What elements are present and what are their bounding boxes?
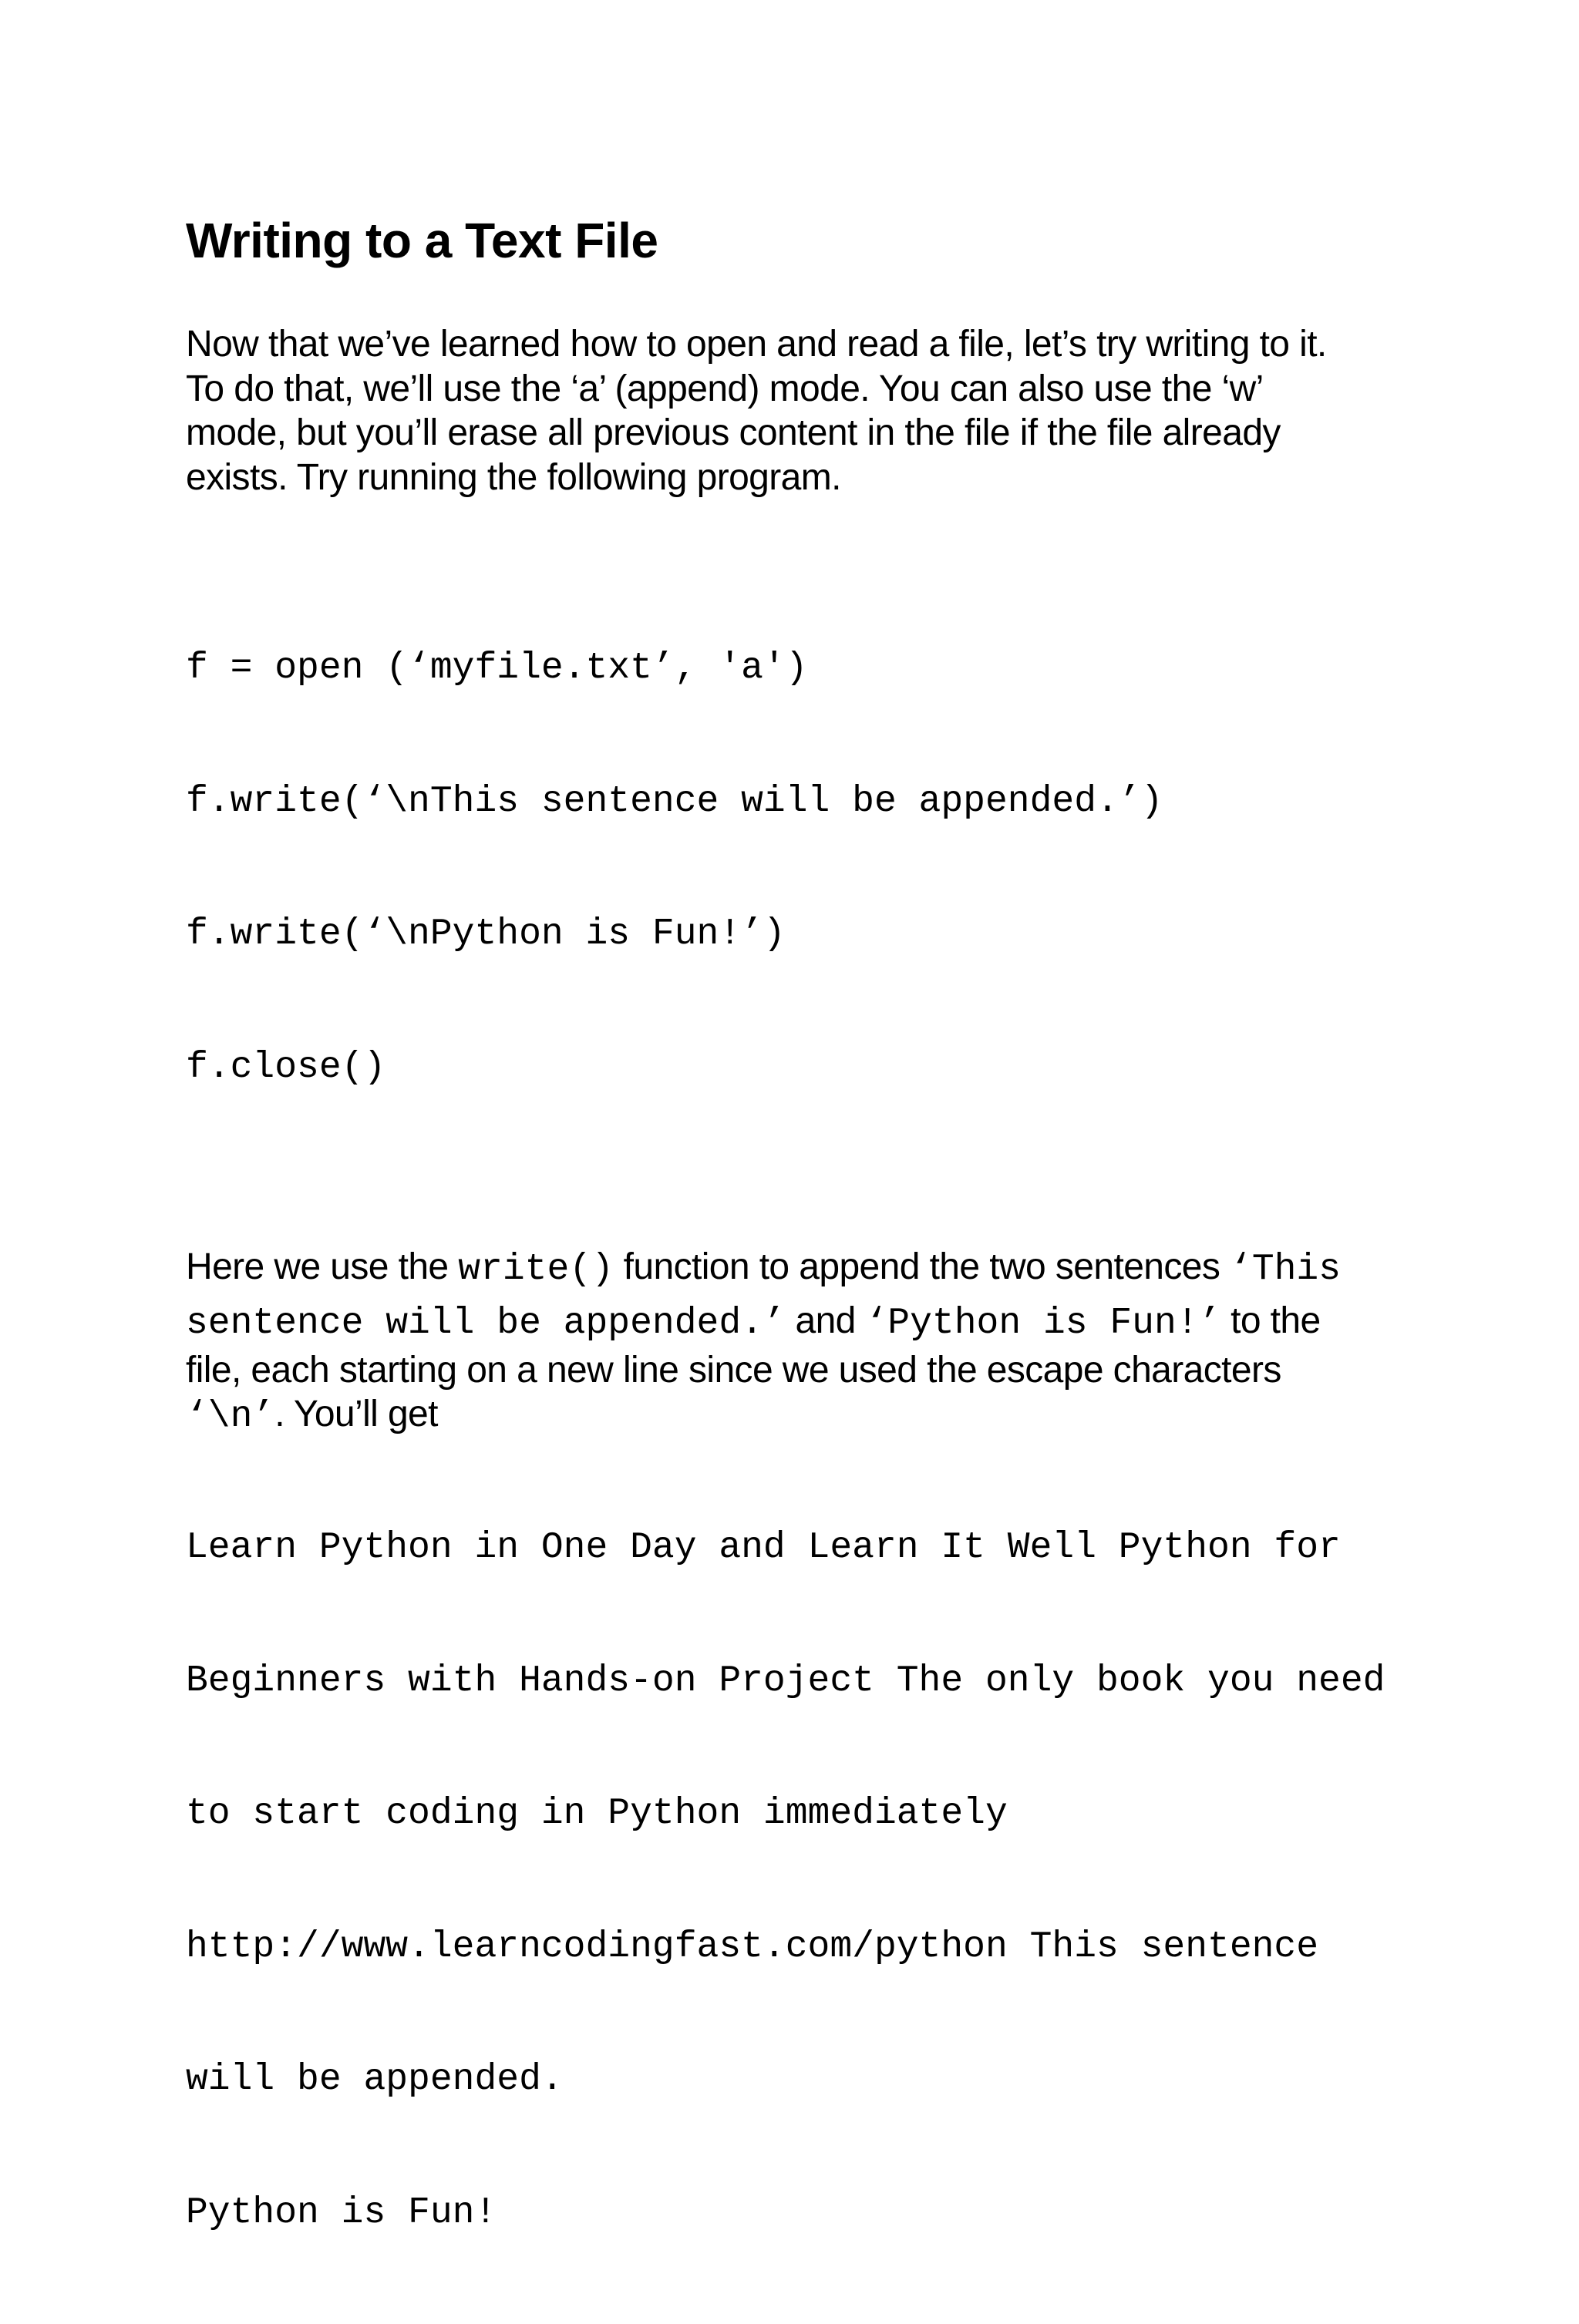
inline-code: write() (458, 1249, 614, 1290)
inline-code: ‘This (1230, 1249, 1342, 1290)
inline-code: ‘\n’ (186, 1396, 275, 1438)
output-line: Learn Python in One Day and Learn It Well Python for (186, 1527, 1341, 1569)
explanation-paragraph (186, 1245, 1419, 1436)
explanation-text: Here we use the (186, 1246, 459, 1287)
inline-code: ‘Python is Fun!’ (865, 1303, 1221, 1344)
code-line: f.write(‘\nThis sentence will be appended.’) (186, 780, 1163, 822)
explanation-text: to the (1220, 1300, 1321, 1341)
explanation-text: function to append the two sentences (613, 1246, 1231, 1287)
output-line: to start coding in Python immediately (186, 1793, 1008, 1835)
intro-line: Now that we’ve learned how to open and read a file, let’s try writing to it. (186, 324, 1327, 365)
explanation-line (186, 1245, 1419, 1299)
code-line: f = open (‘myfile.txt’, 'a') (186, 647, 808, 689)
explanation-line (186, 1299, 1419, 1348)
code-listing (186, 558, 1419, 1179)
intro-line: exists. Try running the following program. (186, 456, 841, 498)
intro-paragraph (186, 322, 1419, 499)
output-line: Python is Fun! (186, 2191, 497, 2234)
output-line: http://www.learncodingfast.com/python This sentence (186, 1925, 1319, 1968)
explanation-line (186, 1392, 1419, 1436)
explanation-text: and (785, 1300, 866, 1341)
code-line: f.write(‘\nPython is Fun!’) (186, 913, 786, 955)
page-content (186, 207, 1419, 2324)
code-line: f.close() (186, 1046, 386, 1088)
intro-line: To do that, we’ll use the ‘a’ (append) mode. You can also use the ‘w’ (186, 368, 1264, 409)
page-title: Writing to a Text File (186, 213, 658, 268)
program-output (186, 1438, 1419, 2324)
explanation-text: . You’ll get (274, 1394, 438, 1434)
output-line: will be appended. (186, 2059, 564, 2100)
inline-code: sentence will be appended.’ (186, 1303, 786, 1344)
explanation-line: file, each starting on a new line since we used the escape characters (186, 1350, 1281, 1391)
output-line: Beginners with Hands-on Project The only book you need (186, 1660, 1385, 1702)
intro-line: mode, but you’ll erase all previous content in the file if the file already (186, 412, 1281, 453)
